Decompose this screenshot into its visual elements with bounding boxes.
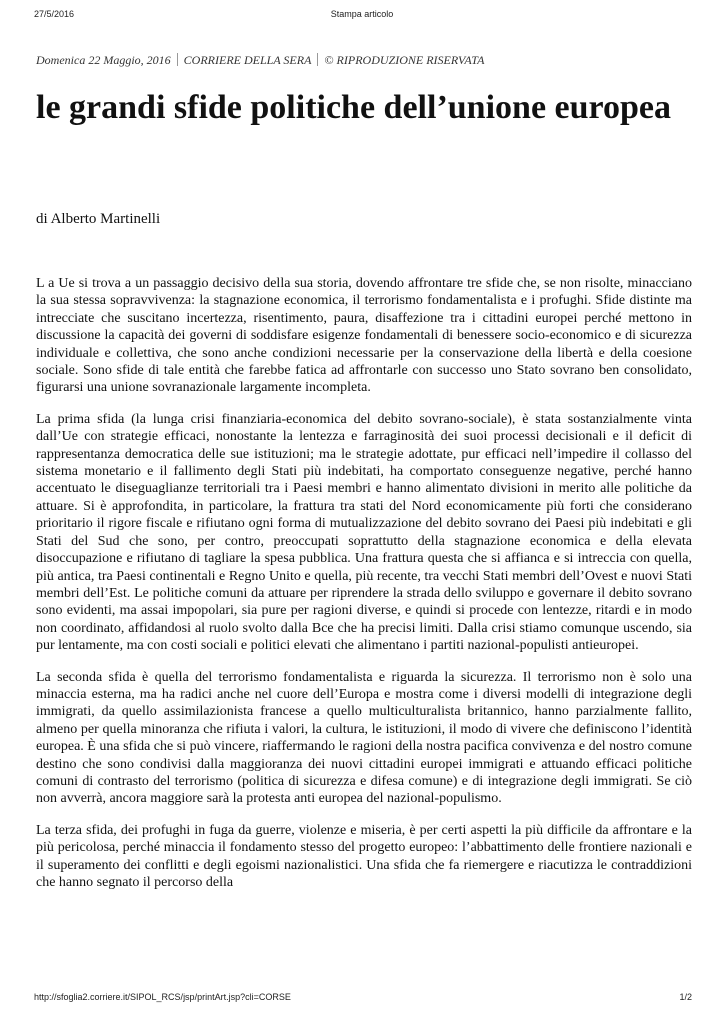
article-title: le grandi sfide politiche dell’unione europea — [36, 89, 672, 126]
print-header — [0, 9, 724, 21]
print-title: Stampa articolo — [330, 9, 394, 19]
article-paragraph: La prima sfida (la lunga crisi finanziaria-economica del debito sovrano-sociale), è stata sostanzialmente vinta dall’Ue con strategie efficaci, nonostante la lentezza e farraginosità dei suoi processi decisionali e il deficit di rappresentanza democratica delle sue istituzioni; ma le strategie adottate, pur efficaci nell’impedire il collasso del sistema monetario e il fallimento degli Stati più indebitati, ha comportato conseguenze negative, perché hanno accentuato le diseguaglianze territoriali tra i Paesi membri e hanno alimentato divisioni in merito alle politiche da attuare. Si è approfondita, in particolare, la frattura tra stati del Nord economicamente più forti che considerano prioritario il rigore fiscale e rifiutano ogni forma di mutualizzazione del debito sovrano dei Paesi più indebitati e gli Stati del Sud che sono, per contro, preoccupati soprattutto della stagnazione economica e della elevata disoccupazione e rifiutano di tagliare la spesa pubblica. Una frattura questa che si affianca e si intreccia con quella, più antica, tra Paesi continentali e Regno Unito e quella, più recente, tra vecchi Stati membri dell’Ovest e nuovi Stati membri dell’Est. Le politiche comuni da attuare per riprendere la strada dello sviluppo e governare il debito sovrano sono evidenti, ma assai impopolari, sia pure per ragioni diverse, e quindi si procede con lentezze, ritardi e in modo non coordinato, affidandosi al ruolo svolto dalla Bce che ha precisi limiti. Dalla crisi stiamo comunque uscendo, sia pur lentamente, ma con costi sociali e politici elevati che alimentano i partiti nazional-populisti antieuropei. — [36, 411, 692, 654]
meta-divider — [177, 53, 178, 66]
print-footer — [0, 992, 724, 1004]
article-byline: di Alberto Martinelli — [36, 211, 161, 227]
article-body — [36, 275, 692, 905]
meta-source: CORRIERE DELLA SERA — [183, 53, 312, 67]
meta-divider — [317, 53, 318, 66]
print-url: http://sfoglia2.corriere.it/SIPOL_RCS/jsp/printArt.jsp?cli=CORSE — [34, 992, 291, 1002]
article-paragraph: La seconda sfida è quella del terrorismo fondamentalista e riguarda la sicurezza. Il terrorismo non è solo una minaccia esterna, ma ha radici anche nel cuore dell’Europa e mostra come i diversi modelli di integrazione degli immigrati, da quello assimilazionista francese a quello multiculturalista britannico, hanno parzialmente fallito, almeno per quella minoranza che rifiuta i valori, la cultura, le istituzioni, il modo di vivere che definiscono l’identità europea. È una sfida che si può vincere, riaffermando le ragioni della nostra pacifica convivenza e del nostro comune destino che sono condivisi dalla maggioranza dei nuovi cittadini europei immigrati e attuando efficaci politiche comuni di contrasto del terrorismo (politica di sicurezza e difesa comune) e di integrazione degli immigrati. Se ciò non avverrà, ancora maggiore sarà la protesta anti europea del nazional-populismo. — [36, 669, 692, 807]
page-number: 1/2 — [679, 992, 692, 1002]
print-date: 27/5/2016 — [34, 9, 75, 19]
article-paragraph: L a Ue si trova a un passaggio decisivo della sua storia, dovendo affrontare tre sfide che, se non risolte, minacciano la sua stessa sopravvivenza: la stagnazione economica, il terrorismo fondamentalista e i profughi. Sfide distinte ma intrecciate che suscitano incertezza, risentimento, paura, disaffezione tra i cittadini europei perché mettono in discussione la capacità dei governi di soddisfare esigenze fondamentali di benessere socio-economico e di sicurezza individuale e collettiva, che sono anche condizioni necessarie per la conservazione della libertà e della coesione sociale. Sono sfide di tale entità che farebbe fatica ad affrontarle con successo uno Stato sovrano ben consolidato, figurarsi una unione sovranazionale largamente incompleta. — [36, 276, 692, 396]
meta-date: Domenica 22 Maggio, 2016 — [36, 53, 171, 67]
meta-rights: © RIPRODUZIONE RISERVATA — [324, 53, 485, 67]
article-meta — [36, 53, 484, 68]
article-paragraph: La terza sfida, dei profughi in fuga da guerre, violenze e miseria, è per certi aspetti la più difficile da affrontare e la più pericolosa, perché minaccia il fondamento stesso del progetto europeo: l’abbattimento delle frontiere nazionali e il superamento dei conflitti e degli egoismi nazionalistici. Una sfida che fa riemergere e riacutizza le contraddizioni che hanno segnato il percorso della — [36, 822, 692, 890]
